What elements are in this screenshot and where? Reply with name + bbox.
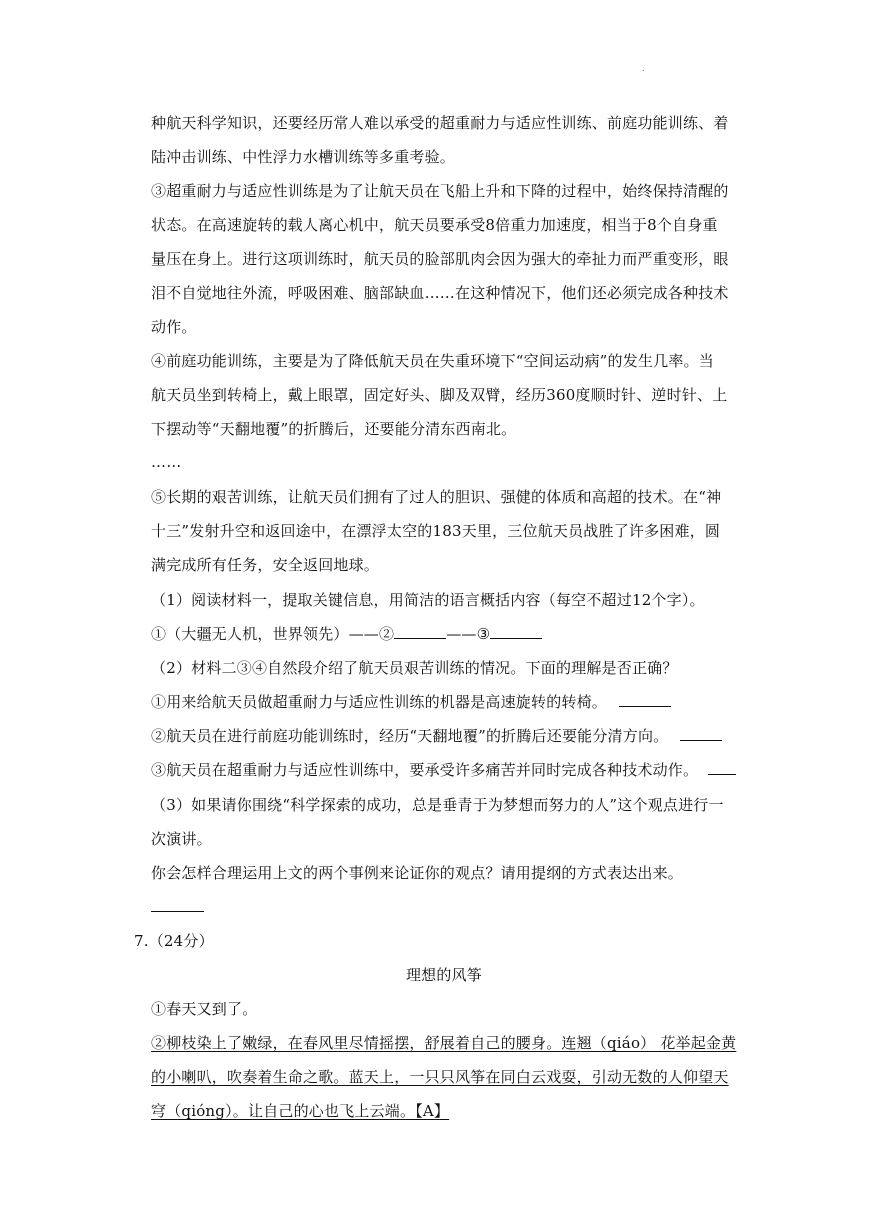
q3-prompt: 你会怎样合理运用上文的两个事例来论证你的观点？请用提纲的方式表达出来。	[151, 864, 684, 882]
q1-chain-start: ①（大疆无人机，世界领先）——②	[151, 625, 395, 643]
article-underlined-line: 的小喇叭，吹奏着生命之歌。蓝天上，一只只风筝在同白云戏耍，引动无数的人仰望天	[151, 1068, 729, 1086]
q2-item	[151, 726, 751, 746]
q3-prompt: 次演讲。	[151, 830, 212, 848]
article-title: 理想的风筝	[405, 966, 482, 984]
q2-item	[151, 692, 751, 712]
article-underlined-line: 穹（qióng）。让自己的心也飞上云端。【A】	[151, 1102, 450, 1120]
q1-chain	[151, 624, 751, 644]
passage-line: 航天员坐到转椅上，戴上眼罩，固定好头、脚及双臂，经历360度顺时针、逆时针、上	[151, 386, 728, 404]
passage-line: ④前庭功能训练，主要是为了降低航天员在失重环境下“空间运动病”的发生几率。当	[151, 352, 714, 370]
article-paragraph: ①春天又到了。	[151, 1000, 258, 1018]
q3-answer-line	[151, 897, 751, 917]
passage-line: ⑤长期的艰苦训练，让航天员们拥有了过人的胆识、强健的体质和高超的技术。在“神	[151, 488, 722, 506]
passage-line: 泪不自觉地往外流，呼吸困难、脑部缺血……在这种情况下，他们还必须完成各种技术	[151, 284, 729, 302]
question-7-label: 7.（24分）	[134, 932, 214, 950]
q2-answer-blank[interactable]	[708, 760, 736, 775]
passage-line: 量压在身上。进行这项训练时，航天员的脸部肌肉会因为强大的牵扯力而严重变形，眼	[151, 250, 729, 268]
passage-line: 种航天科学知识，还要经历常人难以承受的超重耐力与适应性训练、前庭功能训练、着	[151, 114, 729, 132]
q3-answer-blank[interactable]	[151, 897, 204, 912]
q1-prompt: （1）阅读材料一，提取关键信息，用简洁的语言概括内容（每空不超过12个字）。	[151, 591, 705, 609]
q2-answer-blank[interactable]	[680, 726, 722, 741]
q1-blank-3[interactable]	[490, 624, 542, 639]
passage-line: 陆冲击训练、中性浮力水槽训练等多重考验。	[151, 148, 456, 166]
q2-item-text: ①用来给航天员做超重耐力与适应性训练的机器是高速旋转的转椅。	[151, 693, 608, 711]
q2-item-text: ③航天员在超重耐力与适应性训练中，要承受许多痛苦并同时完成各种技术动作。	[151, 761, 699, 779]
passage-line: ③超重耐力与适应性训练是为了让航天员在飞船上升和下降的过程中，始终保持清醒的	[151, 182, 729, 200]
article-underlined-line: ②柳枝染上了嫩绿，在春风里尽情摇摆，舒展着自己的腰身。连翘（qiáo） 花举起金黄	[151, 1034, 737, 1052]
passage-line: 状态。在高速旋转的载人离心机中，航天员要承受8倍重力加速度，相当于8个自身重	[151, 216, 718, 234]
q1-blank-2[interactable]	[394, 624, 446, 639]
passage-line: 下摆动等“天翻地覆”的折腾后，还要能分清东西南北。	[151, 420, 517, 438]
q2-prompt: （2）材料二③④自然段介绍了航天员艰苦训练的情况。下面的理解是否正确？	[151, 659, 678, 677]
q2-item-text: ②航天员在进行前庭功能训练时，经历“天翻地覆”的折腾后还要能分清方向。	[151, 727, 669, 745]
q3-prompt: （3）如果请你围绕“科学探索的成功，总是垂青于为梦想而努力的人”这个观点进行一	[151, 796, 724, 814]
ellipsis-line: ……	[151, 453, 182, 471]
passage-line: 满完成所有任务，安全返回地球。	[151, 556, 380, 574]
q2-answer-blank[interactable]	[619, 692, 671, 707]
passage-line: 十三”发射升空和返回途中，在漂浮太空的183天里，三位航天员战胜了许多困难，圆	[151, 522, 721, 540]
passage-line: 动作。	[151, 318, 197, 336]
q1-chain-mid: ——③	[446, 625, 491, 643]
header-dot: .	[642, 64, 645, 73]
q2-item	[151, 760, 751, 780]
